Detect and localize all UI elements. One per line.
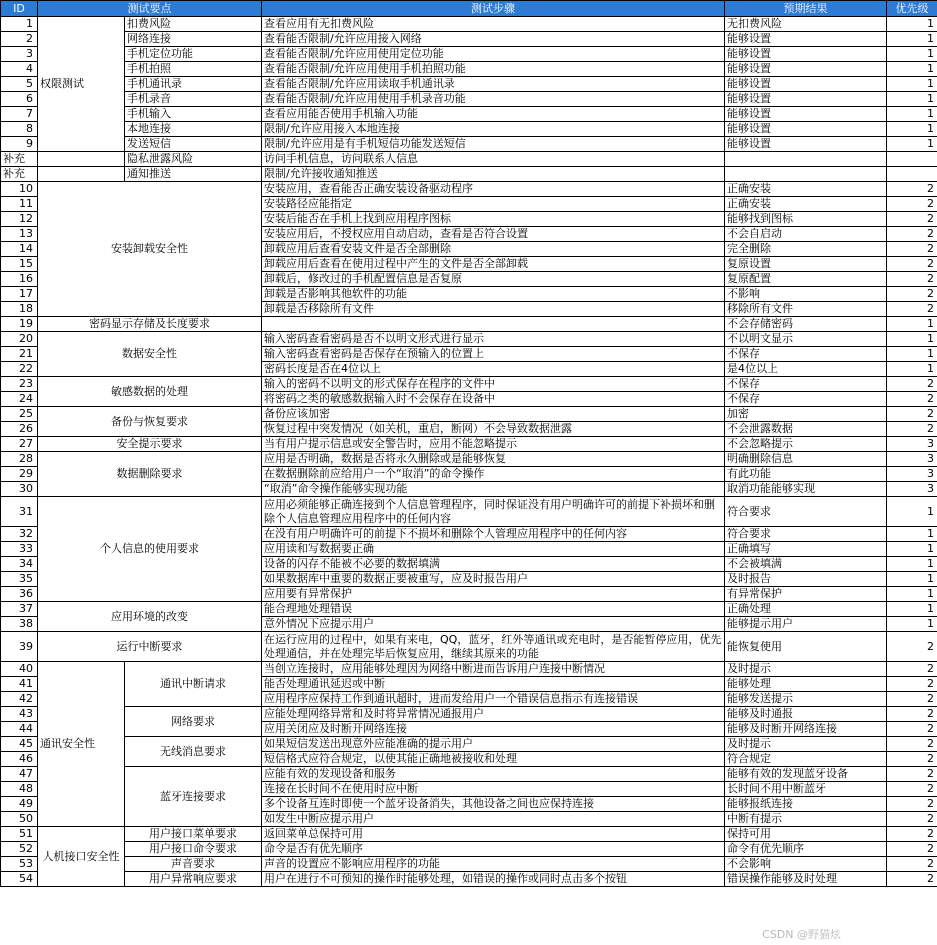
expected-result: 及时提示 bbox=[725, 737, 887, 752]
test-step: 设备的闪存不能被不必要的数据填满 bbox=[262, 557, 725, 572]
row-id: 48 bbox=[1, 782, 38, 797]
priority: 2 bbox=[887, 377, 937, 392]
test-step: “取消”命令操作能够实现功能 bbox=[262, 482, 725, 497]
header-row bbox=[1, 1, 937, 17]
category-cell: 应用环境的改变 bbox=[38, 602, 262, 632]
test-item: 网络连接 bbox=[125, 32, 262, 47]
category-cell: 人机接口安全性 bbox=[38, 827, 125, 887]
expected-result: 能够提示用户 bbox=[725, 617, 887, 632]
test-step: 限制/允许接收通知推送 bbox=[262, 167, 725, 182]
expected-result: 能够设置 bbox=[725, 32, 887, 47]
test-step: 查看能否限制/允许应用使用手机拍照功能 bbox=[262, 62, 725, 77]
expected-result: 中断有提示 bbox=[725, 812, 887, 827]
priority: 1 bbox=[887, 137, 937, 152]
test-step: 用户在进行不可预知的操作时能够处理，如错误的操作或同时点击多个按钮 bbox=[262, 872, 725, 887]
test-step: 应用关闭应及时断开网络连接 bbox=[262, 722, 725, 737]
row-id: 11 bbox=[1, 197, 38, 212]
table-row bbox=[1, 497, 937, 527]
row-id: 10 bbox=[1, 182, 38, 197]
expected-result: 不会泄露数据 bbox=[725, 422, 887, 437]
expected-result: 错误操作能够及时处理 bbox=[725, 872, 887, 887]
table-row bbox=[1, 332, 937, 347]
priority: 2 bbox=[887, 872, 937, 887]
test-step: 命令是否有优先顺序 bbox=[262, 842, 725, 857]
subcategory-cell: 蓝牙连接要求 bbox=[125, 767, 262, 827]
row-id: 41 bbox=[1, 677, 38, 692]
row-id: 1 bbox=[1, 17, 38, 32]
priority: 2 bbox=[887, 797, 937, 812]
row-id: 18 bbox=[1, 302, 38, 317]
category-cell: 数据安全性 bbox=[38, 332, 262, 377]
test-step: 应用程序应保持工作到通讯超时，进而发给用户一个错误信息指示有连接错误 bbox=[262, 692, 725, 707]
expected-result: 符合规定 bbox=[725, 752, 887, 767]
expected-result: 有此功能 bbox=[725, 467, 887, 482]
test-step: 输入密码查看密码是否保存在预输入的位置上 bbox=[262, 347, 725, 362]
expected-result: 不会忽略提示 bbox=[725, 437, 887, 452]
test-step: 限制/允许应用接入本地连接 bbox=[262, 122, 725, 137]
test-step: 输入的密码不以明文的形式保存在程序的文件中 bbox=[262, 377, 725, 392]
expected-result: 能够及时通报 bbox=[725, 707, 887, 722]
test-step: 访问手机信息，访问联系人信息 bbox=[262, 152, 725, 167]
subcategory-cell: 用户异常响应要求 bbox=[125, 872, 262, 887]
test-step: 安装应用后，不授权应用自动启动，查看是否符合设置 bbox=[262, 227, 725, 242]
table-row bbox=[1, 32, 937, 47]
priority: 2 bbox=[887, 827, 937, 842]
priority: 2 bbox=[887, 197, 937, 212]
category-cell: 个人信息的使用要求 bbox=[38, 497, 262, 602]
expected-result: 不会影响 bbox=[725, 857, 887, 872]
priority bbox=[887, 152, 937, 167]
priority: 1 bbox=[887, 527, 937, 542]
test-step: 多个设备互连时即使一个蓝牙设备消失，其他设备之间也应保持连接 bbox=[262, 797, 725, 812]
row-id: 30 bbox=[1, 482, 38, 497]
expected-result: 能够设置 bbox=[725, 122, 887, 137]
expected-result: 能够设置 bbox=[725, 47, 887, 62]
priority: 2 bbox=[887, 632, 937, 662]
table-row bbox=[1, 182, 937, 197]
row-id: 45 bbox=[1, 737, 38, 752]
row-id: 8 bbox=[1, 122, 38, 137]
row-id: 52 bbox=[1, 842, 38, 857]
expected-result: 加密 bbox=[725, 407, 887, 422]
test-step: 短信格式应符合规定，以使其能正确地被接收和处理 bbox=[262, 752, 725, 767]
expected-result: 能够处理 bbox=[725, 677, 887, 692]
expected-result: 不会自启动 bbox=[725, 227, 887, 242]
test-step: 恢复过程中突发情况（如关机，重启，断网）不会导致数据泄露 bbox=[262, 422, 725, 437]
test-step: 能否处理通讯延迟或中断 bbox=[262, 677, 725, 692]
test-step: 卸载是否移除所有文件 bbox=[262, 302, 725, 317]
row-id: 51 bbox=[1, 827, 38, 842]
table-row bbox=[1, 767, 937, 782]
priority: 1 bbox=[887, 122, 937, 137]
test-step: 应用必须能够正确连接到个人信息管理程序，同时保证没有用户明确许可的前提下补损坏和删除个人信息管理应用程序中的任何内容 bbox=[262, 497, 725, 527]
row-id: 36 bbox=[1, 587, 38, 602]
subcategory-cell: 网络要求 bbox=[125, 707, 262, 737]
expected-result: 能够设置 bbox=[725, 107, 887, 122]
expected-result: 移除所有文件 bbox=[725, 302, 887, 317]
priority: 2 bbox=[887, 752, 937, 767]
priority: 2 bbox=[887, 227, 937, 242]
expected-result: 长时间不用中断蓝牙 bbox=[725, 782, 887, 797]
table-row bbox=[1, 47, 937, 62]
expected-result: 正确安装 bbox=[725, 197, 887, 212]
test-item: 手机定位功能 bbox=[125, 47, 262, 62]
expected-result: 能恢复使用 bbox=[725, 632, 887, 662]
priority: 2 bbox=[887, 782, 937, 797]
priority: 2 bbox=[887, 677, 937, 692]
test-step: 当有用户提示信息或安全警告时，应用不能忽略提示 bbox=[262, 437, 725, 452]
row-id: 32 bbox=[1, 527, 38, 542]
row-id: 49 bbox=[1, 797, 38, 812]
row-id: 33 bbox=[1, 542, 38, 557]
priority: 1 bbox=[887, 587, 937, 602]
expected-result: 明确删除信息 bbox=[725, 452, 887, 467]
expected-result: 能够设置 bbox=[725, 77, 887, 92]
category-cell: 备份与恢复要求 bbox=[38, 407, 262, 437]
row-id: 43 bbox=[1, 707, 38, 722]
priority: 2 bbox=[887, 257, 937, 272]
test-step: 应用要有异常保护 bbox=[262, 587, 725, 602]
row-id: 37 bbox=[1, 602, 38, 617]
priority: 2 bbox=[887, 182, 937, 197]
priority: 2 bbox=[887, 857, 937, 872]
category-cell: 权限测试 bbox=[38, 17, 125, 152]
row-id: 24 bbox=[1, 392, 38, 407]
table-row bbox=[1, 152, 937, 167]
expected-result: 能够报纸连接 bbox=[725, 797, 887, 812]
row-id: 31 bbox=[1, 497, 38, 527]
priority: 2 bbox=[887, 212, 937, 227]
priority: 1 bbox=[887, 62, 937, 77]
category-cell: 数据删除要求 bbox=[38, 452, 262, 497]
test-step: 查看能否限制/允许应用使用手机录音功能 bbox=[262, 92, 725, 107]
test-item: 手机通讯录 bbox=[125, 77, 262, 92]
table-row bbox=[1, 452, 937, 467]
table-row bbox=[1, 842, 937, 857]
test-step: 如果短信发送出现意外应能准确的提示用户 bbox=[262, 737, 725, 752]
row-id: 29 bbox=[1, 467, 38, 482]
table-row bbox=[1, 602, 937, 617]
priority: 2 bbox=[887, 407, 937, 422]
expected-result bbox=[725, 167, 887, 182]
expected-result: 能够设置 bbox=[725, 137, 887, 152]
priority: 1 bbox=[887, 77, 937, 92]
row-id: 15 bbox=[1, 257, 38, 272]
row-id: 26 bbox=[1, 422, 38, 437]
expected-result: 不保存 bbox=[725, 392, 887, 407]
row-id: 47 bbox=[1, 767, 38, 782]
table-row bbox=[1, 17, 937, 32]
expected-result: 能够及时断开网络连接 bbox=[725, 722, 887, 737]
category-cell: 安装卸载安全性 bbox=[38, 182, 262, 317]
test-item: 通知推送 bbox=[125, 167, 262, 182]
priority: 2 bbox=[887, 272, 937, 287]
row-id: 23 bbox=[1, 377, 38, 392]
row-id: 7 bbox=[1, 107, 38, 122]
priority: 3 bbox=[887, 452, 937, 467]
header-category: 测试要点 bbox=[38, 1, 262, 17]
row-id: 25 bbox=[1, 407, 38, 422]
test-step: 声音的设置应不影响应用程序的功能 bbox=[262, 857, 725, 872]
test-step: 意外情况下应提示用户 bbox=[262, 617, 725, 632]
category-cell bbox=[38, 167, 125, 182]
test-step: 在数据删除前应给用户一个“取消”的命令操作 bbox=[262, 467, 725, 482]
row-id: 38 bbox=[1, 617, 38, 632]
row-id: 39 bbox=[1, 632, 38, 662]
table-row bbox=[1, 62, 937, 77]
expected-result: 能够设置 bbox=[725, 92, 887, 107]
table-row bbox=[1, 857, 937, 872]
priority: 1 bbox=[887, 362, 937, 377]
table-row bbox=[1, 872, 937, 887]
expected-result: 正确安装 bbox=[725, 182, 887, 197]
test-step: 卸载应用后查看在使用过程中产生的文件是否全部卸载 bbox=[262, 257, 725, 272]
row-id: 5 bbox=[1, 77, 38, 92]
priority: 3 bbox=[887, 437, 937, 452]
priority: 1 bbox=[887, 557, 937, 572]
priority: 3 bbox=[887, 467, 937, 482]
row-id: 34 bbox=[1, 557, 38, 572]
table-row bbox=[1, 122, 937, 137]
test-step: 备份应该加密 bbox=[262, 407, 725, 422]
expected-result: 及时报告 bbox=[725, 572, 887, 587]
row-id: 28 bbox=[1, 452, 38, 467]
row-id: 4 bbox=[1, 62, 38, 77]
priority: 1 bbox=[887, 32, 937, 47]
expected-result: 不影响 bbox=[725, 287, 887, 302]
header-id: ID bbox=[1, 1, 38, 17]
row-id: 6 bbox=[1, 92, 38, 107]
row-id: 44 bbox=[1, 722, 38, 737]
priority: 2 bbox=[887, 422, 937, 437]
row-id: 2 bbox=[1, 32, 38, 47]
priority: 2 bbox=[887, 392, 937, 407]
row-id: 16 bbox=[1, 272, 38, 287]
row-id: 3 bbox=[1, 47, 38, 62]
priority: 1 bbox=[887, 107, 937, 122]
expected-result: 复原设置 bbox=[725, 257, 887, 272]
test-step: 卸载应用后查看安装文件是否全部删除 bbox=[262, 242, 725, 257]
row-id: 40 bbox=[1, 662, 38, 677]
test-step: 应能处理网络异常和及时将异常情况通报用户 bbox=[262, 707, 725, 722]
test-step: 安装应用，查看能否正确安装设备驱动程序 bbox=[262, 182, 725, 197]
test-step: 输入密码查看密码是否不以明文形式进行显示 bbox=[262, 332, 725, 347]
priority bbox=[887, 167, 937, 182]
expected-result: 正确处理 bbox=[725, 602, 887, 617]
priority: 1 bbox=[887, 572, 937, 587]
priority: 2 bbox=[887, 692, 937, 707]
expected-result: 是4位以上 bbox=[725, 362, 887, 377]
test-step: 查看能否限制/允许应用读取手机通讯录 bbox=[262, 77, 725, 92]
expected-result: 命令有优先顺序 bbox=[725, 842, 887, 857]
table-row bbox=[1, 137, 937, 152]
priority: 2 bbox=[887, 242, 937, 257]
priority: 2 bbox=[887, 707, 937, 722]
priority: 2 bbox=[887, 842, 937, 857]
table-row bbox=[1, 92, 937, 107]
test-step: 能合理地处理错误 bbox=[262, 602, 725, 617]
priority: 2 bbox=[887, 662, 937, 677]
table-row bbox=[1, 707, 937, 722]
priority: 2 bbox=[887, 302, 937, 317]
row-id: 补充 bbox=[1, 152, 38, 167]
priority: 1 bbox=[887, 17, 937, 32]
priority: 1 bbox=[887, 602, 937, 617]
table-row bbox=[1, 167, 937, 182]
priority: 2 bbox=[887, 722, 937, 737]
row-id: 53 bbox=[1, 857, 38, 872]
row-id: 35 bbox=[1, 572, 38, 587]
row-id: 42 bbox=[1, 692, 38, 707]
expected-result: 不会被填满 bbox=[725, 557, 887, 572]
table-row bbox=[1, 317, 937, 332]
priority: 1 bbox=[887, 92, 937, 107]
test-item: 隐私泄露风险 bbox=[125, 152, 262, 167]
test-step: 安装路径应能指定 bbox=[262, 197, 725, 212]
expected-result: 保持可用 bbox=[725, 827, 887, 842]
test-step: 查看能否限制/允许应用使用定位功能 bbox=[262, 47, 725, 62]
row-id: 27 bbox=[1, 437, 38, 452]
priority: 1 bbox=[887, 347, 937, 362]
test-step: 查看应用有无扣费风险 bbox=[262, 17, 725, 32]
test-step: 连接在长时间不在使用时应中断 bbox=[262, 782, 725, 797]
test-step: 查看应用能否使用手机输入功能 bbox=[262, 107, 725, 122]
subcategory-cell: 无线消息要求 bbox=[125, 737, 262, 767]
expected-result: 无扣费风险 bbox=[725, 17, 887, 32]
table-row bbox=[1, 662, 937, 677]
row-id: 20 bbox=[1, 332, 38, 347]
header-expected: 预期结果 bbox=[725, 1, 887, 17]
row-id: 9 bbox=[1, 137, 38, 152]
table-row bbox=[1, 737, 937, 752]
priority: 1 bbox=[887, 317, 937, 332]
expected-result: 完全删除 bbox=[725, 242, 887, 257]
table-row bbox=[1, 437, 937, 452]
test-item: 发送短信 bbox=[125, 137, 262, 152]
priority: 2 bbox=[887, 767, 937, 782]
table-row bbox=[1, 77, 937, 92]
test-step: 将密码之类的敏感数据输入时不会保存在设备中 bbox=[262, 392, 725, 407]
expected-result: 取消功能能够实现 bbox=[725, 482, 887, 497]
test-step: 卸载是否影响其他软件的功能 bbox=[262, 287, 725, 302]
test-step: 安装后能否在手机上找到应用程序图标 bbox=[262, 212, 725, 227]
expected-result: 符合要求 bbox=[725, 527, 887, 542]
expected-result: 复原配置 bbox=[725, 272, 887, 287]
test-step: 密码长度是否在4位以上 bbox=[262, 362, 725, 377]
row-id: 补充 bbox=[1, 167, 38, 182]
expected-result bbox=[725, 152, 887, 167]
row-id: 14 bbox=[1, 242, 38, 257]
expected-result: 不保存 bbox=[725, 377, 887, 392]
expected-result: 有异常保护 bbox=[725, 587, 887, 602]
watermark: CSDN @野猫炫 bbox=[762, 928, 841, 941]
test-item: 手机拍照 bbox=[125, 62, 262, 77]
expected-result: 能够有效的发现蓝牙设备 bbox=[725, 767, 887, 782]
test-step: 限制/允许应用是有手机短信功能发送短信 bbox=[262, 137, 725, 152]
priority: 2 bbox=[887, 287, 937, 302]
header-steps: 测试步骤 bbox=[262, 1, 725, 17]
row-id: 22 bbox=[1, 362, 38, 377]
row-id: 17 bbox=[1, 287, 38, 302]
test-step: 如发生中断应提示用户 bbox=[262, 812, 725, 827]
subcategory-cell: 通讯中断请求 bbox=[125, 662, 262, 707]
priority: 1 bbox=[887, 497, 937, 527]
table-row bbox=[1, 632, 937, 662]
row-id: 46 bbox=[1, 752, 38, 767]
test-step: 在运行应用的过程中，如果有来电，QQ，蓝牙，红外等通讯或充电时，是否能暂停应用，优先处理通信，并在处理完毕后恢复应用，继续其原来的功能 bbox=[262, 632, 725, 662]
row-id: 12 bbox=[1, 212, 38, 227]
category-cell: 安全提示要求 bbox=[38, 437, 262, 452]
test-step: 返回菜单总保持可用 bbox=[262, 827, 725, 842]
test-step bbox=[262, 317, 725, 332]
expected-result: 不会存储密码 bbox=[725, 317, 887, 332]
row-id: 21 bbox=[1, 347, 38, 362]
row-id: 19 bbox=[1, 317, 38, 332]
priority: 1 bbox=[887, 542, 937, 557]
test-step: 应用是否明确，数据是否将永久删除或是能够恢复 bbox=[262, 452, 725, 467]
test-step: 查看能否限制/允许应用接入网络 bbox=[262, 32, 725, 47]
category-cell: 敏感数据的处理 bbox=[38, 377, 262, 407]
subcategory-cell: 声音要求 bbox=[125, 857, 262, 872]
priority: 3 bbox=[887, 482, 937, 497]
subcategory-cell: 用户接口命令要求 bbox=[125, 842, 262, 857]
subcategory-cell: 用户接口菜单要求 bbox=[125, 827, 262, 842]
priority: 1 bbox=[887, 332, 937, 347]
category-cell: 运行中断要求 bbox=[38, 632, 262, 662]
test-step: 如果数据库中重要的数据正要被重写，应及时报告用户 bbox=[262, 572, 725, 587]
row-id: 50 bbox=[1, 812, 38, 827]
category-cell: 通讯安全性 bbox=[38, 662, 125, 827]
expected-result: 能够找到图标 bbox=[725, 212, 887, 227]
test-step: 应能有效的发现设备和服务 bbox=[262, 767, 725, 782]
table-row bbox=[1, 827, 937, 842]
test-item: 手机录音 bbox=[125, 92, 262, 107]
expected-result: 不保存 bbox=[725, 347, 887, 362]
expected-result: 正确填写 bbox=[725, 542, 887, 557]
category-cell bbox=[38, 152, 125, 167]
test-item: 扣费风险 bbox=[125, 17, 262, 32]
test-step: 当创立连接时，应用能够处理因为网络中断进而告诉用户连接中断情况 bbox=[262, 662, 725, 677]
expected-result: 能够发送提示 bbox=[725, 692, 887, 707]
row-id: 54 bbox=[1, 872, 38, 887]
test-step: 应用读和写数据要正确 bbox=[262, 542, 725, 557]
category-cell: 密码显示存储及长度要求 bbox=[38, 317, 262, 332]
priority: 1 bbox=[887, 47, 937, 62]
test-step: 在没有用户明确许可的前提下不损坏和删除个人管理应用程序中的任何内容 bbox=[262, 527, 725, 542]
test-item: 手机输入 bbox=[125, 107, 262, 122]
priority: 2 bbox=[887, 737, 937, 752]
test-step: 卸载后，修改过的手机配置信息是否复原 bbox=[262, 272, 725, 287]
expected-result: 不以明文显示 bbox=[725, 332, 887, 347]
row-id: 13 bbox=[1, 227, 38, 242]
table-row bbox=[1, 377, 937, 392]
expected-result: 能够设置 bbox=[725, 62, 887, 77]
test-item: 本地连接 bbox=[125, 122, 262, 137]
header-priority: 优先级 bbox=[887, 1, 937, 17]
priority: 1 bbox=[887, 617, 937, 632]
expected-result: 符合要求 bbox=[725, 497, 887, 527]
priority: 2 bbox=[887, 812, 937, 827]
expected-result: 及时提示 bbox=[725, 662, 887, 677]
table-row bbox=[1, 407, 937, 422]
table-row bbox=[1, 107, 937, 122]
